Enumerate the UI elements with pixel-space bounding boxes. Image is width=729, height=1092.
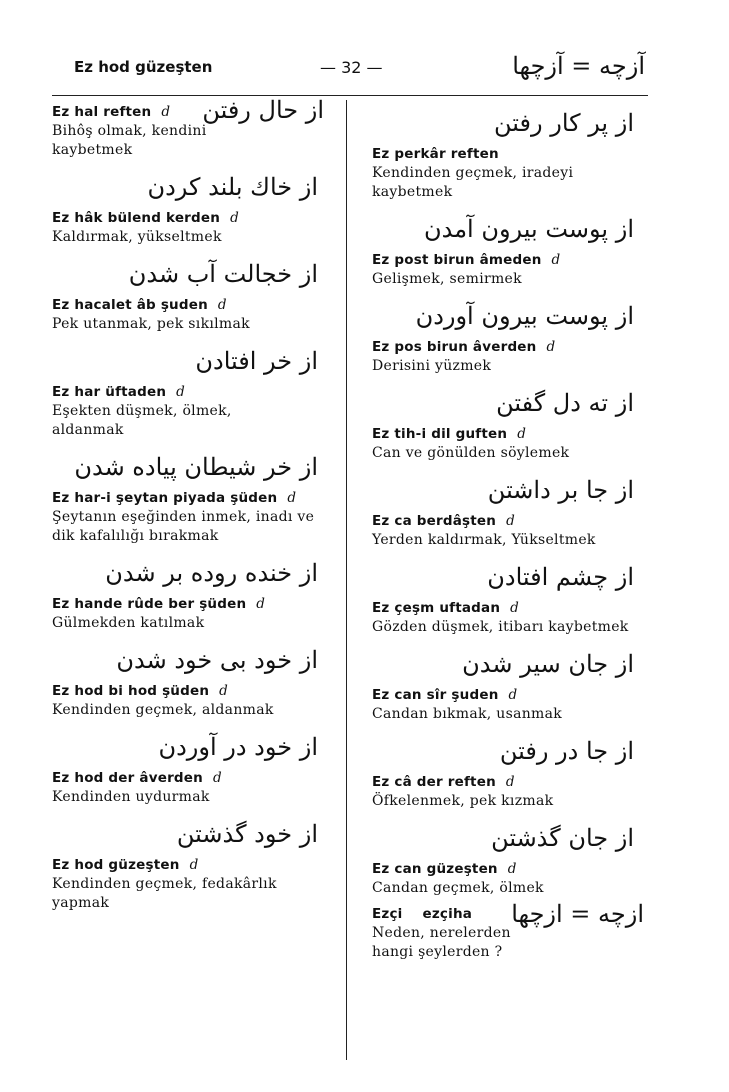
dictionary-entry — [372, 643, 650, 724]
entry-arabic: از خاك بلند كردن — [147, 173, 318, 201]
dictionary-entry — [372, 295, 650, 376]
entry-arabic: از خود بى خود شدن — [116, 646, 318, 674]
entry-meaning: Gözden düşmek, itibarı kaybetmek — [372, 619, 629, 635]
dictionary-entry — [372, 382, 650, 463]
dictionary-entry — [372, 469, 650, 550]
entry-arabic: از پوست بيرون آوردن — [415, 302, 634, 330]
column-divider — [346, 100, 347, 1060]
entry-headword: Ez hande rûde ber şüden d — [52, 596, 266, 612]
entry-arabic: از پوست بيرون آمدن — [423, 215, 634, 243]
entry-headword: Ez hod der âverden d — [52, 770, 222, 786]
entry-headword: Ez har-i şeytan piyada şüden d — [52, 490, 297, 506]
entry-meaning: Candan geçmek, ölmek — [372, 880, 544, 896]
dictionary-entry — [372, 102, 650, 202]
dictionary-entry — [52, 813, 334, 913]
entry-arabic: از پر كار رفتن — [494, 109, 634, 137]
entry-arabic: از خود در آوردن — [158, 733, 318, 761]
entry-arabic: ازچه = ازچها — [511, 900, 644, 928]
page-header — [0, 52, 729, 92]
entry-arabic: از ته دل گفتن — [496, 389, 634, 417]
entry-headword: Ez perkâr reften — [372, 146, 499, 162]
entry-headword: Ez hod bi hod şüden d — [52, 683, 228, 699]
entry-meaning: Şeytanın eşeğinden inmek, inadı ve dik kafalılığı bırakmak — [52, 509, 315, 544]
entry-headword: Ez can güzeşten d — [372, 861, 517, 877]
entry-meaning: Eşekten düşmek, ölmek, aldanmak — [52, 403, 232, 438]
entry-meaning: Gelişmek, semirmek — [372, 271, 522, 287]
dictionary-entry — [372, 730, 650, 811]
entry-meaning: Kaldırmak, yükseltmek — [52, 229, 222, 245]
running-head: Ez hod güzeşten — [74, 58, 213, 76]
entry-meaning: Öfkelenmek, pek kızmak — [372, 793, 554, 809]
dictionary-entry — [52, 340, 334, 440]
entry-headword: Ez post birun âmeden d — [372, 252, 561, 268]
entry-arabic: از خنده روده بر شدن — [105, 559, 318, 587]
entry-headword: Ezçi ezçiha — [372, 906, 473, 922]
entry-headword: Ez can sîr şuden d — [372, 687, 518, 703]
left-column — [52, 96, 334, 919]
entry-headword: Ez tih-i dil guften d — [372, 426, 527, 442]
entry-meaning: Kendinden geçmek, iradeyi kaybetmek — [372, 165, 574, 200]
entry-meaning: Gülmekden katılmak — [52, 615, 205, 631]
entry-meaning: Bihôş olmak, kendini kaybetmek — [52, 123, 207, 158]
entry-arabic: از حال رفتن — [202, 96, 324, 124]
entry-headword: Ez hod güzeşten d — [52, 857, 199, 873]
dictionary-entry — [372, 817, 650, 898]
entry-meaning: Yerden kaldırmak, Yükseltmek — [372, 532, 596, 548]
entry-arabic: از جان گذشتن — [491, 824, 634, 852]
dictionary-entry — [52, 253, 334, 334]
entry-meaning: Can ve gönülden söylemek — [372, 445, 570, 461]
entry-arabic: از چشم افتادن — [487, 563, 634, 591]
entry-headword: Ez hacalet âb şuden d — [52, 297, 227, 313]
entry-headword: Ez pos birun âverden d — [372, 339, 556, 355]
entry-headword: Ez hâk bülend kerden d — [52, 210, 239, 226]
page-number: — 32 — — [320, 58, 383, 77]
entry-meaning: Kendinden uydurmak — [52, 789, 210, 805]
entry-headword: Ez çeşm uftadan d — [372, 600, 520, 616]
right-column — [372, 102, 650, 968]
entry-arabic: از جا در رفتن — [499, 737, 634, 765]
entry-meaning: Kendinden geçmek, aldanmak — [52, 702, 274, 718]
entry-arabic: از خر شيطان پياده شدن — [74, 453, 318, 481]
dictionary-entry — [52, 166, 334, 247]
entry-meaning: Neden, nerelerden hangi şeylerden ? — [372, 925, 511, 960]
dictionary-entry — [52, 446, 334, 546]
dictionary-entry — [372, 900, 650, 962]
entry-headword: Ez ca berdâşten d — [372, 513, 515, 529]
dictionary-entry — [372, 556, 650, 637]
entry-meaning: Pek utanmak, pek sıkılmak — [52, 316, 250, 332]
entry-arabic: از خجالت آب شدن — [128, 260, 318, 288]
header-rule — [52, 95, 648, 96]
dictionary-entry — [52, 726, 334, 807]
dictionary-entry — [52, 552, 334, 633]
dictionary-entry — [372, 208, 650, 289]
entry-arabic: از جا بر داشتن — [487, 476, 634, 504]
entry-meaning: Kendinden geçmek, fedakârlık yapmak — [52, 876, 277, 911]
entry-meaning: Candan bıkmak, usanmak — [372, 706, 563, 722]
entry-arabic: از خر افتادن — [195, 347, 318, 375]
arabic-running-head: آزچه = آزچها — [512, 52, 645, 80]
dictionary-entry — [52, 639, 334, 720]
entry-headword: Ez câ der reften d — [372, 774, 515, 790]
entry-meaning: Derisini yüzmek — [372, 358, 492, 374]
dictionary-entry — [52, 96, 334, 160]
entry-arabic: از خود گذشتن — [176, 820, 318, 848]
entry-headword: Ez hal reften d — [52, 104, 171, 120]
entry-headword: Ez har üftaden d — [52, 384, 185, 400]
entry-arabic: از جان سير شدن — [462, 650, 634, 678]
